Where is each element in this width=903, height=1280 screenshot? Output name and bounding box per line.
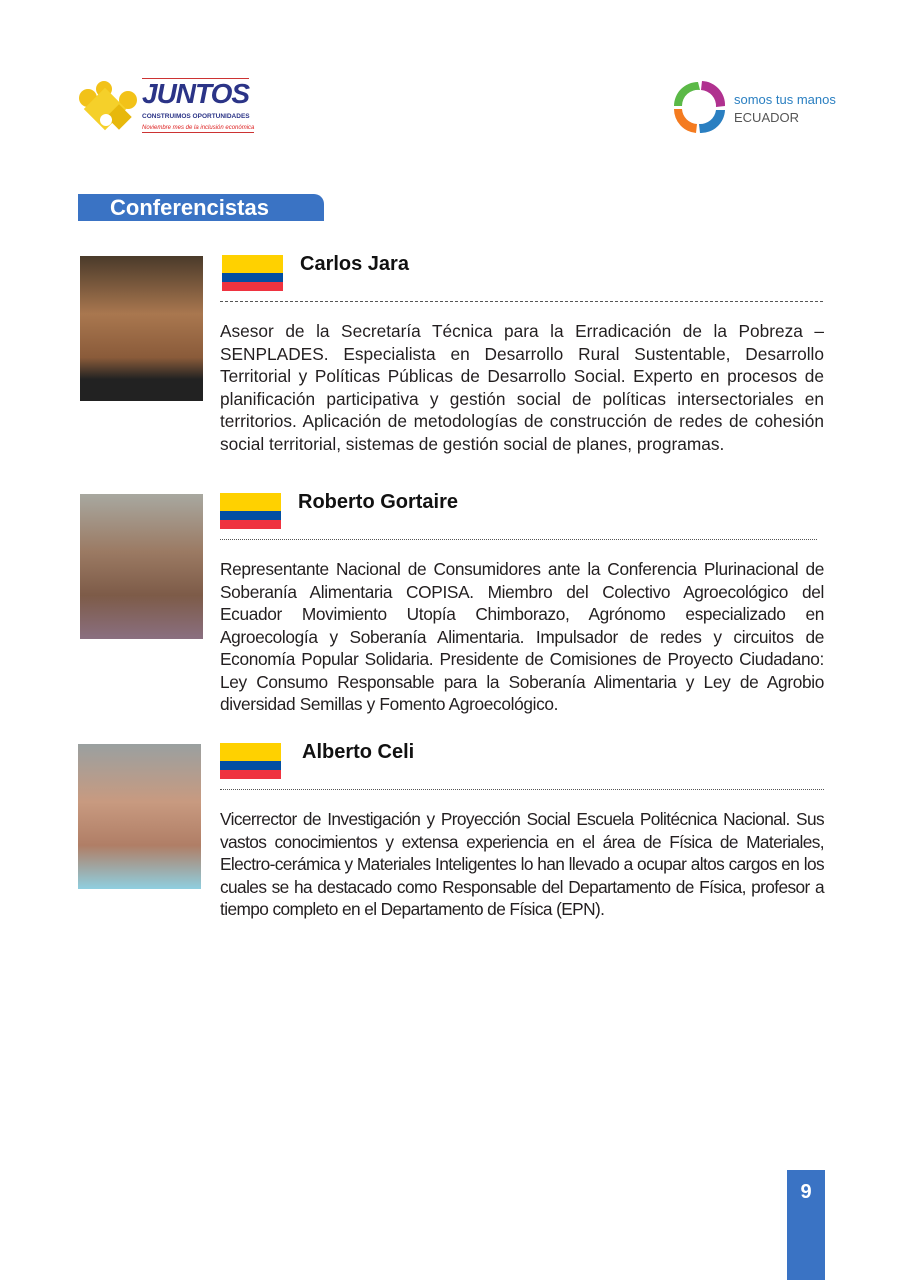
divider	[220, 539, 817, 540]
speaker-bio: Asesor de la Secretaría Técnica para la Erradicación de la Pobreza – SENPLADES. Especialista en Desarrollo Rural Sustentable, Desarrollo Territorial y Políticas Públicas de Desarrollo Social. Experto en procesos de planificación participativa y gestión social de políticas intersectoriales en territorios. Aplicación de metodologías de construcción de redes de cohesión social territorial, sistemas de gestión social de planes, programas.	[220, 321, 824, 454]
speaker-photo	[80, 494, 203, 639]
speaker-entry	[0, 490, 903, 740]
somos-logo-line1: somos tus manos	[734, 92, 836, 107]
somos-tus-manos-logo	[668, 76, 838, 140]
ecuador-flag-icon	[220, 493, 281, 529]
speaker-name: Carlos Jara	[300, 253, 409, 275]
speaker-list	[0, 252, 903, 921]
speaker-entry	[0, 740, 903, 921]
juntos-tagline: Noviembre mes de la inclusión económica	[142, 125, 255, 131]
page-number: 9	[800, 1181, 812, 1203]
ecuador-flag-icon	[220, 743, 281, 779]
speaker-name: Alberto Celi	[302, 741, 415, 763]
speaker-name: Roberto Gortaire	[298, 491, 459, 513]
speaker-bio: Vicerrector de Investigación y Proyección Social Escuela Politécnica Nacional. Sus vastos conocimientos y extensa experiencia en el área de Física de Materiales, Electro-cerámica y Materiales Inteligentes lo han llevado a ocupar altos cargos en los cuales se ha destacado como Responsable del Departamento de Física, profesor a tiempo completo en el Departamento de Física (EPN).	[220, 809, 824, 919]
speaker-photo	[78, 744, 201, 889]
juntos-subtitle: CONSTRUIMOS OPORTUNIDADES	[142, 113, 250, 120]
speaker-entry	[0, 252, 903, 490]
speaker-photo	[80, 256, 203, 401]
divider	[220, 789, 824, 790]
hands-icon	[668, 76, 730, 138]
somos-logo-line2: ECUADOR	[734, 110, 800, 125]
juntos-logo	[76, 78, 255, 140]
divider	[220, 301, 823, 302]
speaker-bio: Representante Nacional de Consumidores ante la Conferencia Plurinacional de Soberanía Alimentaria COPISA. Miembro del Colectivo Agroecológico del Ecuador Movimiento Utopía Chimborazo, Agrónomo especializado en Agroecología y Soberanía Alimentaria. Impulsador de redes y circuitos de Economía Popular Solidaria. Presidente de Comisiones de Proyecto Ciudadano: Ley Consumo Responsable para la Soberanía Alimentaria y Ley de Agrobio diversidad Semillas y Fomento Agroecológico.	[220, 559, 824, 714]
speaker-header	[220, 252, 903, 292]
ecuador-flag-icon	[222, 255, 283, 291]
section-title: Conferencistas	[110, 195, 269, 220]
speaker-header	[220, 740, 903, 780]
speaker-header	[220, 490, 903, 530]
juntos-wordmark: JUNTOS	[142, 78, 250, 109]
puzzle-icon	[76, 80, 138, 136]
